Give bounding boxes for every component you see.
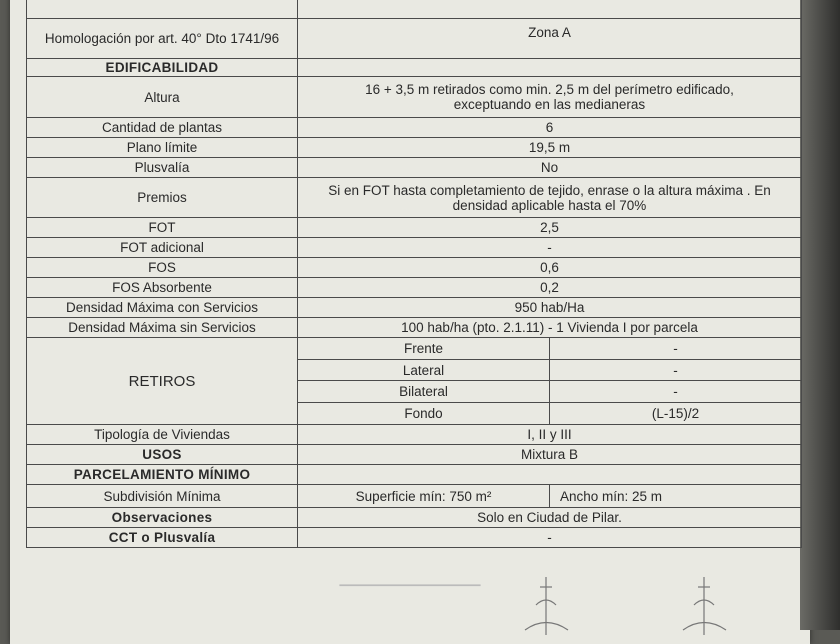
- row-value: I, II y III: [298, 425, 802, 445]
- retiros-row: [298, 359, 801, 381]
- table-row: [27, 218, 802, 238]
- row-value: 950 hab/Ha: [298, 298, 802, 318]
- row-label: FOS Absorbente: [27, 278, 298, 298]
- table-row: [27, 508, 802, 528]
- row-value: No: [298, 158, 802, 178]
- table-row: [27, 278, 802, 298]
- table-row: [27, 528, 802, 548]
- table-row: [27, 258, 802, 278]
- row-label: Altura: [27, 77, 298, 118]
- row-label: USOS: [27, 445, 298, 465]
- table-row: [27, 338, 802, 425]
- row-label: Tipología de Viviendas: [27, 425, 298, 445]
- row-value: Solo en Ciudad de Pilar.: [298, 508, 802, 528]
- row-label: Plano límite: [27, 138, 298, 158]
- row-value: 2,5: [298, 218, 802, 238]
- table-row: [27, 298, 802, 318]
- table-row: [27, 77, 802, 118]
- section-heading: EDIFICABILIDAD: [27, 59, 298, 77]
- row-value: -: [298, 528, 802, 548]
- row-label: Densidad Máxima con Servicios: [27, 298, 298, 318]
- background-edge: [800, 0, 840, 630]
- table-row: [27, 138, 802, 158]
- retiros-value: -: [550, 338, 802, 359]
- retiros-name: Frente: [298, 338, 550, 359]
- row-value: Mixtura B: [298, 445, 802, 465]
- table-row: [27, 118, 802, 138]
- row-label: Observaciones: [27, 508, 298, 528]
- retiros-row: [298, 403, 801, 424]
- table-row: [27, 445, 802, 465]
- retiros-value: -: [550, 359, 802, 381]
- row-value: 6: [298, 118, 802, 138]
- table-row: [27, 59, 802, 77]
- row-label: Densidad Máxima sin Servicios: [27, 318, 298, 338]
- row-label: Plusvalía: [27, 158, 298, 178]
- architectural-drawing: [300, 565, 760, 635]
- retiros-name: Fondo: [404, 406, 443, 422]
- table-row: [27, 0, 802, 19]
- row-label: Premios: [27, 178, 298, 218]
- zoning-table: [26, 0, 802, 548]
- table-row: [27, 178, 802, 218]
- table-row: [27, 425, 802, 445]
- row-label: CCT o Plusvalía: [27, 528, 298, 548]
- table-row: [27, 318, 802, 338]
- row-value: 16 + 3,5 m retirados como min. 2,5 m del perímetro edificado, exceptuando en las medianeras: [298, 77, 802, 118]
- row-label: Subdivisión Mínima: [27, 485, 298, 508]
- ancho-value: Ancho mín: 25 m: [550, 485, 802, 507]
- row-label: FOT adicional: [27, 238, 298, 258]
- row-label: FOT: [27, 218, 298, 238]
- table-row: [27, 485, 802, 508]
- row-value: 100 hab/ha (pto. 2.1.11) - 1 Vivienda I por parcela: [298, 318, 802, 338]
- table-row: [27, 238, 802, 258]
- table-row: [27, 465, 802, 485]
- row-label: Cantidad de plantas: [27, 118, 298, 138]
- table-row: [27, 19, 802, 59]
- table-row: [27, 158, 802, 178]
- retiros-value: (L-15)/2: [550, 403, 802, 424]
- row-value: Si en FOT hasta completamiento de tejido, enrase o la altura máxima . En densidad aplicable hasta el 70%: [298, 178, 802, 218]
- row-value: 0,6: [298, 258, 802, 278]
- row-value: 0,2: [298, 278, 802, 298]
- row-value: -: [298, 238, 802, 258]
- subdivision-subtable: [298, 485, 801, 507]
- superficie-value: Superficie mín: 750 m²: [355, 488, 492, 504]
- row-label: Homologación por art. 40° Dto 1741/96: [27, 19, 298, 59]
- row-label: FOS: [27, 258, 298, 278]
- retiros-row: [298, 338, 801, 359]
- retiros-name: Lateral: [298, 359, 550, 381]
- section-heading: PARCELAMIENTO MÍNIMO: [27, 465, 298, 485]
- row-label: RETIROS: [27, 338, 298, 425]
- retiros-row: [298, 381, 801, 403]
- row-value: 19,5 m: [298, 138, 802, 158]
- row-value: Zona A: [298, 19, 802, 59]
- retiros-name: Bilateral: [298, 381, 550, 403]
- retiros-value: -: [550, 381, 802, 403]
- retiros-subtable: [298, 338, 801, 424]
